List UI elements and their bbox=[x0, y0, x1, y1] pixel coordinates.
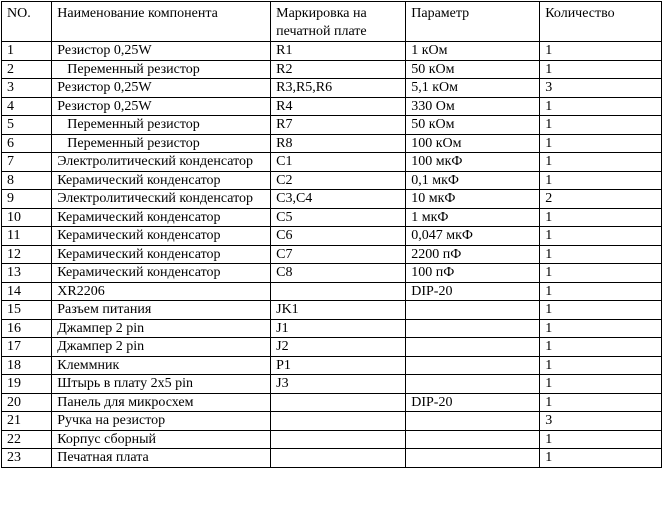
cell-quantity: 1 bbox=[540, 356, 662, 375]
cell-name: Переменный резистор bbox=[52, 116, 271, 135]
cell-parameter: 50 кОм bbox=[406, 116, 540, 135]
cell-quantity: 1 bbox=[540, 116, 662, 135]
cell-no: 16 bbox=[2, 319, 52, 338]
table-row bbox=[2, 375, 662, 394]
cell-marking: R1 bbox=[271, 42, 406, 61]
cell-quantity: 1 bbox=[540, 449, 662, 468]
cell-name: Керамический конденсатор bbox=[52, 245, 271, 264]
table-row bbox=[2, 153, 662, 172]
table-row bbox=[2, 319, 662, 338]
cell-marking bbox=[271, 430, 406, 449]
cell-name: Керамический конденсатор bbox=[52, 208, 271, 227]
cell-parameter bbox=[406, 356, 540, 375]
cell-no: 5 bbox=[2, 116, 52, 135]
cell-no: 17 bbox=[2, 338, 52, 357]
cell-no: 10 bbox=[2, 208, 52, 227]
table-row bbox=[2, 60, 662, 79]
cell-name: Резистор 0,25W bbox=[52, 79, 271, 98]
cell-marking: R3,R5,R6 bbox=[271, 79, 406, 98]
table-row bbox=[2, 338, 662, 357]
cell-no: 4 bbox=[2, 97, 52, 116]
table-row bbox=[2, 79, 662, 98]
cell-parameter bbox=[406, 319, 540, 338]
cell-quantity: 1 bbox=[540, 319, 662, 338]
table-row bbox=[2, 190, 662, 209]
cell-name: XR2206 bbox=[52, 282, 271, 301]
cell-quantity: 1 bbox=[540, 375, 662, 394]
cell-quantity: 1 bbox=[540, 264, 662, 283]
cell-quantity: 3 bbox=[540, 412, 662, 431]
cell-marking: J2 bbox=[271, 338, 406, 357]
cell-no: 19 bbox=[2, 375, 52, 394]
components-table bbox=[1, 1, 662, 468]
cell-name: Печатная плата bbox=[52, 449, 271, 468]
cell-quantity: 1 bbox=[540, 301, 662, 320]
cell-marking: R2 bbox=[271, 60, 406, 79]
cell-name: Корпус сборный bbox=[52, 430, 271, 449]
cell-no: 12 bbox=[2, 245, 52, 264]
table-row bbox=[2, 134, 662, 153]
cell-name: Керамический конденсатор bbox=[52, 171, 271, 190]
cell-parameter bbox=[406, 338, 540, 357]
cell-no: 18 bbox=[2, 356, 52, 375]
cell-name: Резистор 0,25W bbox=[52, 42, 271, 61]
table-row bbox=[2, 393, 662, 412]
header-parameter: Параметр bbox=[406, 2, 540, 42]
table-row bbox=[2, 282, 662, 301]
cell-parameter: 10 мкФ bbox=[406, 190, 540, 209]
cell-parameter bbox=[406, 449, 540, 468]
cell-no: 20 bbox=[2, 393, 52, 412]
cell-name: Переменный резистор bbox=[52, 134, 271, 153]
cell-no: 15 bbox=[2, 301, 52, 320]
cell-parameter: 330 Ом bbox=[406, 97, 540, 116]
table-row bbox=[2, 449, 662, 468]
cell-name: Штырь в плату 2x5 pin bbox=[52, 375, 271, 394]
cell-quantity: 1 bbox=[540, 60, 662, 79]
cell-name: Электролитический конденсатор bbox=[52, 153, 271, 172]
cell-name: Ручка на резистор bbox=[52, 412, 271, 431]
cell-quantity: 1 bbox=[540, 97, 662, 116]
table-row bbox=[2, 42, 662, 61]
cell-marking: J3 bbox=[271, 375, 406, 394]
cell-name: Переменный резистор bbox=[52, 60, 271, 79]
cell-no: 1 bbox=[2, 42, 52, 61]
cell-marking: JK1 bbox=[271, 301, 406, 320]
cell-quantity: 1 bbox=[540, 393, 662, 412]
cell-parameter bbox=[406, 375, 540, 394]
table-row bbox=[2, 430, 662, 449]
cell-marking: C8 bbox=[271, 264, 406, 283]
cell-parameter bbox=[406, 412, 540, 431]
table-row bbox=[2, 208, 662, 227]
cell-marking: R4 bbox=[271, 97, 406, 116]
cell-no: 6 bbox=[2, 134, 52, 153]
cell-marking: R8 bbox=[271, 134, 406, 153]
cell-no: 9 bbox=[2, 190, 52, 209]
table-row bbox=[2, 412, 662, 431]
cell-parameter bbox=[406, 301, 540, 320]
table-row bbox=[2, 264, 662, 283]
table-row bbox=[2, 171, 662, 190]
cell-parameter: 1 кОм bbox=[406, 42, 540, 61]
cell-name: Клеммник bbox=[52, 356, 271, 375]
cell-quantity: 1 bbox=[540, 134, 662, 153]
cell-marking: C6 bbox=[271, 227, 406, 246]
cell-parameter: DIP-20 bbox=[406, 393, 540, 412]
cell-quantity: 1 bbox=[540, 42, 662, 61]
cell-marking bbox=[271, 282, 406, 301]
cell-parameter: 2200 пФ bbox=[406, 245, 540, 264]
header-marking: Маркировка на печатной плате bbox=[271, 2, 406, 42]
cell-no: 22 bbox=[2, 430, 52, 449]
cell-parameter: 100 кОм bbox=[406, 134, 540, 153]
cell-no: 11 bbox=[2, 227, 52, 246]
cell-parameter: 100 мкФ bbox=[406, 153, 540, 172]
cell-name: Разъем питания bbox=[52, 301, 271, 320]
header-name: Наименование компонента bbox=[52, 2, 271, 42]
cell-marking: P1 bbox=[271, 356, 406, 375]
cell-name: Панель для микросхем bbox=[52, 393, 271, 412]
cell-marking: C5 bbox=[271, 208, 406, 227]
cell-marking: C7 bbox=[271, 245, 406, 264]
cell-parameter: 50 кОм bbox=[406, 60, 540, 79]
cell-no: 2 bbox=[2, 60, 52, 79]
cell-name: Джампер 2 pin bbox=[52, 338, 271, 357]
table-header-row bbox=[2, 2, 662, 42]
cell-quantity: 1 bbox=[540, 227, 662, 246]
cell-marking: C1 bbox=[271, 153, 406, 172]
cell-no: 23 bbox=[2, 449, 52, 468]
table-row bbox=[2, 116, 662, 135]
header-quantity: Количество bbox=[540, 2, 662, 42]
cell-no: 7 bbox=[2, 153, 52, 172]
table-row bbox=[2, 245, 662, 264]
cell-no: 13 bbox=[2, 264, 52, 283]
cell-quantity: 1 bbox=[540, 171, 662, 190]
cell-parameter: 0,047 мкФ bbox=[406, 227, 540, 246]
table-row bbox=[2, 97, 662, 116]
cell-parameter: 1 мкФ bbox=[406, 208, 540, 227]
cell-quantity: 1 bbox=[540, 245, 662, 264]
cell-marking bbox=[271, 449, 406, 468]
cell-name: Керамический конденсатор bbox=[52, 264, 271, 283]
cell-quantity: 3 bbox=[540, 79, 662, 98]
cell-parameter: 0,1 мкФ bbox=[406, 171, 540, 190]
cell-marking bbox=[271, 393, 406, 412]
cell-quantity: 1 bbox=[540, 430, 662, 449]
cell-quantity: 1 bbox=[540, 153, 662, 172]
cell-name: Резистор 0,25W bbox=[52, 97, 271, 116]
cell-marking: C3,C4 bbox=[271, 190, 406, 209]
cell-quantity: 1 bbox=[540, 208, 662, 227]
table-row bbox=[2, 356, 662, 375]
cell-marking: R7 bbox=[271, 116, 406, 135]
cell-marking bbox=[271, 412, 406, 431]
cell-name: Керамический конденсатор bbox=[52, 227, 271, 246]
cell-no: 21 bbox=[2, 412, 52, 431]
cell-name: Электролитический конденсатор bbox=[52, 190, 271, 209]
cell-no: 8 bbox=[2, 171, 52, 190]
cell-quantity: 2 bbox=[540, 190, 662, 209]
cell-parameter bbox=[406, 430, 540, 449]
header-no: NO. bbox=[2, 2, 52, 42]
table-row bbox=[2, 227, 662, 246]
cell-quantity: 1 bbox=[540, 282, 662, 301]
cell-quantity: 1 bbox=[540, 338, 662, 357]
cell-marking: C2 bbox=[271, 171, 406, 190]
cell-parameter: 5,1 кОм bbox=[406, 79, 540, 98]
cell-no: 14 bbox=[2, 282, 52, 301]
table-row bbox=[2, 301, 662, 320]
cell-no: 3 bbox=[2, 79, 52, 98]
cell-parameter: DIP-20 bbox=[406, 282, 540, 301]
cell-name: Джампер 2 pin bbox=[52, 319, 271, 338]
cell-parameter: 100 пФ bbox=[406, 264, 540, 283]
cell-marking: J1 bbox=[271, 319, 406, 338]
